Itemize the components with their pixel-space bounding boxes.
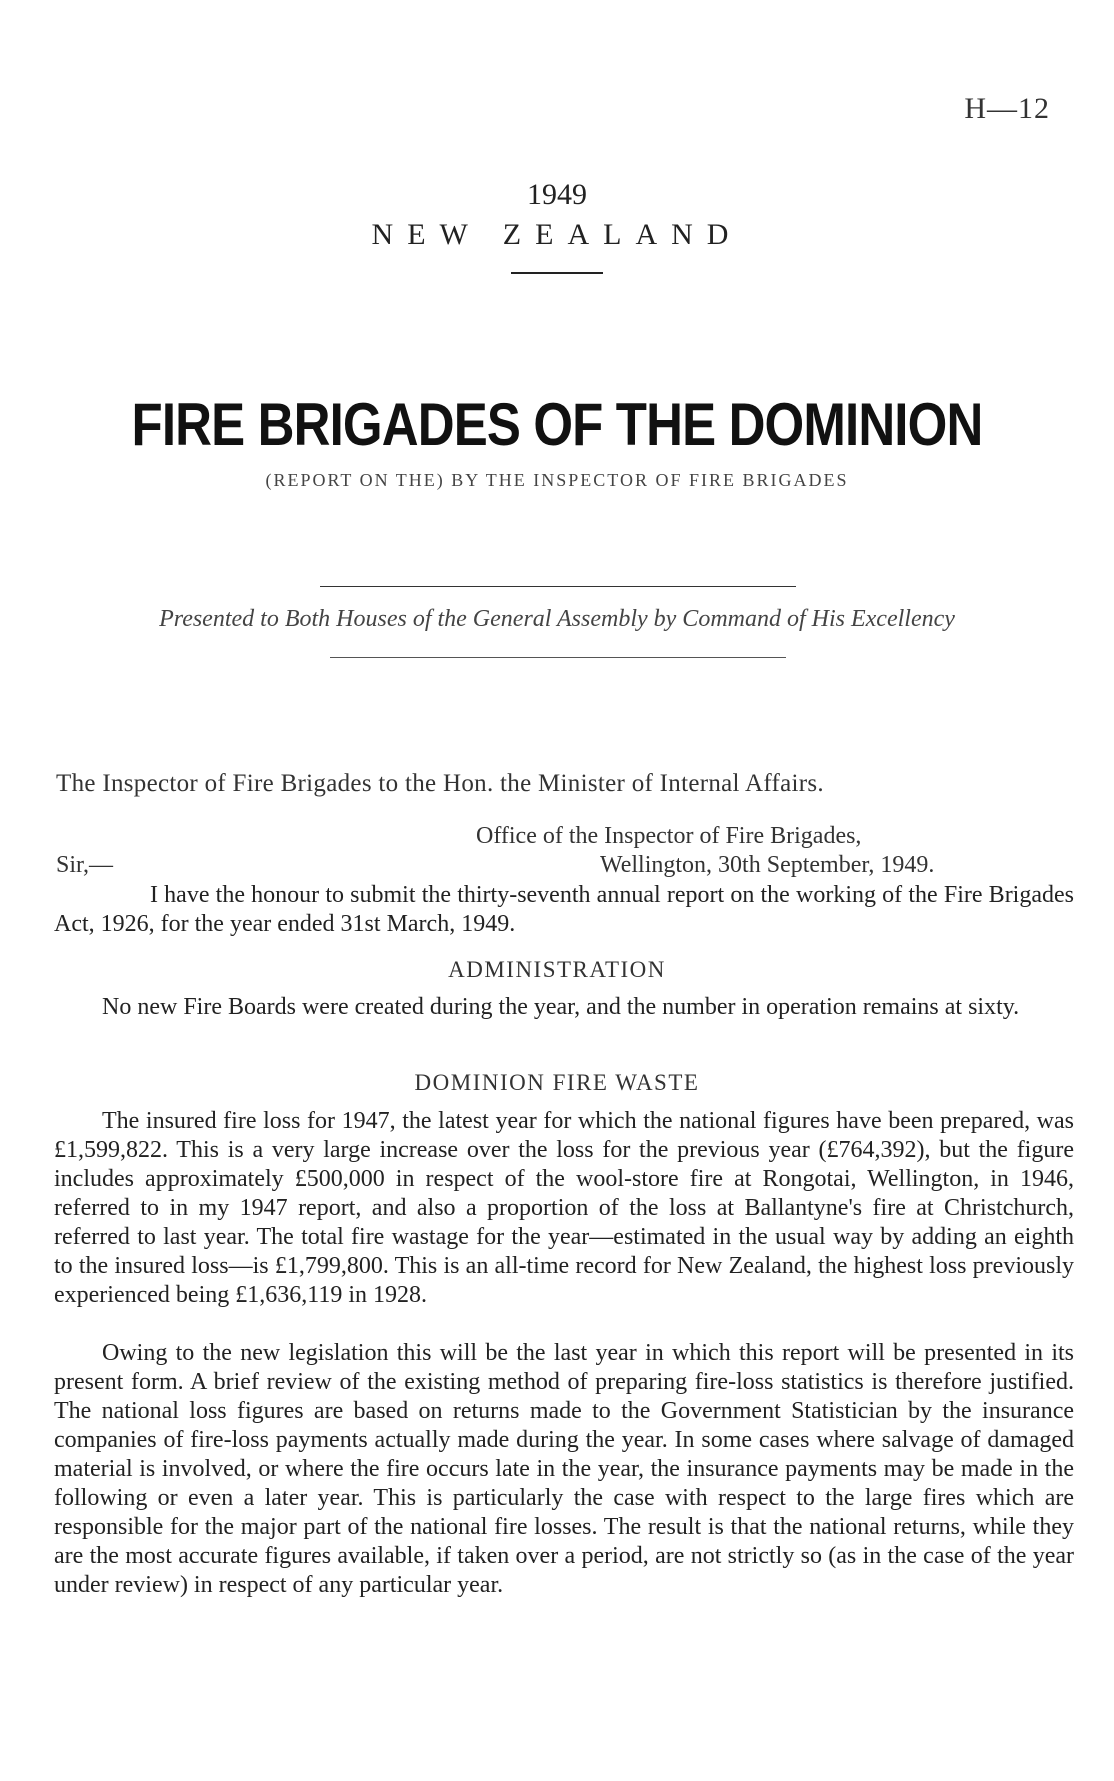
divider [511,272,603,274]
salutation: Sir,— [56,852,114,878]
presented-note: Presented to Both Houses of the General Assembly by Command of His Excellency [159,606,955,632]
intro-paragraph: I have the honour to submit the thirty-seventh annual report on the working of the Fire Brigades Act, 1926, for the year ended 31st March, 1949. [54,882,1074,937]
letter-addressee: The Inspector of Fire Brigades to the Hon. the Minister of Internal Affairs. [56,770,824,797]
document-number: H—12 [964,92,1050,125]
office-date: Wellington, 30th September, 1949. [600,852,935,878]
page-subtitle: (REPORT ON THE) BY THE INSPECTOR OF FIRE BRIGADES [265,470,849,490]
fire-waste-paragraph-2: Owing to the new legislation this will be the last year in which this report will be presented in its present form. A brief review of the existing method of preparing fire-loss statistics is therefore justified. The national loss figures are based on returns made to the Government Statistician by the insurance companies of fire-loss payments actually made during the year. In some cases where salvage of damaged material is involved, or where the fire occurs late in the year, the insurance payments may be made in the following or even a later year. This is particularly the case with respect to the large fires which are responsible for the major part of the national fire losses. The result is that the national returns, while they are the most accurate figures available, if taken over a period, are not strictly so (as in the case of the year under review) in respect of any particular year. [54,1340,1074,1598]
country-name: NEW ZEALAND [371,218,743,251]
divider [330,657,786,658]
page-title: FIRE BRIGADES OF THE DOMINION [131,391,983,458]
section-heading-administration: ADMINISTRATION [448,957,666,982]
administration-paragraph: No new Fire Boards were created during the year, and the number in operation remains at sixty. [102,994,1020,1020]
office-address: Office of the Inspector of Fire Brigades, [476,823,862,849]
fire-waste-paragraph-1: The insured fire loss for 1947, the latest year for which the national figures have been prepared, was £1,599,822. This is a very large increase over the loss for the previous year (£764,392), but the figure includes approximately £500,000 in respect of the wool-store fire at Rongotai, Wellington, in 1946, referred to in my 1947 report, and also a proportion of the loss at Ballantyne's fire at Christchurch, referred to last year. The total fire wastage for the year—estimated in the usual way by adding an eighth to the insured loss—is £1,799,800. This is an all-time record for New Zealand, the highest loss previously experienced being £1,636,119 in 1928. [54,1108,1074,1308]
section-heading-fire-waste: DOMINION FIRE WASTE [414,1070,700,1095]
divider [320,586,796,587]
report-year: 1949 [527,178,587,211]
